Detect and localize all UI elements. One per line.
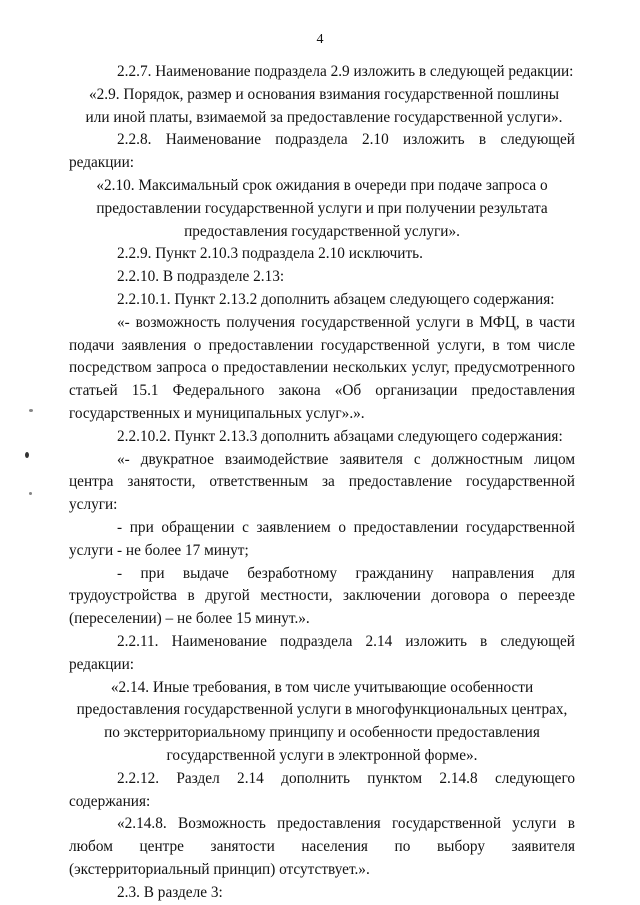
paragraph: 2.2.11. Наименование подраздела 2.14 изложить в следующей редакции: <box>69 632 575 673</box>
paragraph: 2.2.10.1. Пункт 2.13.2 дополнить абзацем следующего содержания: <box>117 290 555 308</box>
paragraph: «2.14.8. Возможность предоставления государственной услуги в любом центре занятости населения по выбору заявителя (экстерриториальный принцип) отсутствует.». <box>69 815 575 878</box>
paragraph: 2.3. В разделе 3: <box>117 883 223 901</box>
paragraph: 2.2.7. Наименование подраздела 2.9 изложить в следующей редакции: <box>117 63 574 80</box>
scan-speck <box>25 452 29 458</box>
paragraph: 2.2.12. Раздел 2.14 дополнить пунктом 2.14.8 следующего содержания: <box>69 769 575 810</box>
scan-speck <box>29 409 33 412</box>
paragraph: - при обращении с заявлением о предоставлении государственной услуги - не более 17 минут; <box>69 518 575 559</box>
paragraph: 2.2.8. Наименование подраздела 2.10 изложить в следующей редакции: <box>69 131 575 172</box>
paragraph: «- возможность получения государственной услуги в МФЦ, в части подачи заявления о предоставлении государственной услуги, в том числе посредством запроса о предоставлении нескольких услуг, предусмотренного статьей 15.1 Федерального закона «Об организации предоставления государственных и муниципальных услуг».». <box>69 313 575 422</box>
document-body <box>69 61 575 904</box>
scan-speck <box>29 492 32 495</box>
paragraph: 2.2.9. Пункт 2.10.3 подраздела 2.10 исключить. <box>117 245 423 263</box>
quoted-heading: «2.9. Порядок, размер и основания взимания государственной пошлины или иной платы, взимаемой за предоставление государственной услуги». <box>85 85 563 126</box>
quoted-heading: «2.10. Максимальный срок ожидания в очереди при подаче запроса о предоставлении государственной услуги и при получении результата предоставления государственной услуги». <box>96 176 548 240</box>
quoted-heading: «2.14. Иные требования, в том числе учитывающие особенности предоставления государственной услуги в многофункциональных центрах, по экстерриториальному принципу и особенности предоставления государственной услуги в электронной форме». <box>76 678 568 764</box>
page-number: 4 <box>316 32 324 47</box>
paragraph: - при выдаче безработному гражданину направления для трудоустройства в другой местности, заключении договора о переезде (переселении) – не более 15 минут.». <box>69 564 575 628</box>
paragraph: «- двукратное взаимодействие заявителя с должностным лицом центра занятости, ответственным за предоставление государственной услуги: <box>69 450 575 514</box>
paragraph: 2.2.10. В подразделе 2.13: <box>117 268 285 286</box>
paragraph: 2.2.10.2. Пункт 2.13.3 дополнить абзацами следующего содержания: <box>117 427 563 445</box>
